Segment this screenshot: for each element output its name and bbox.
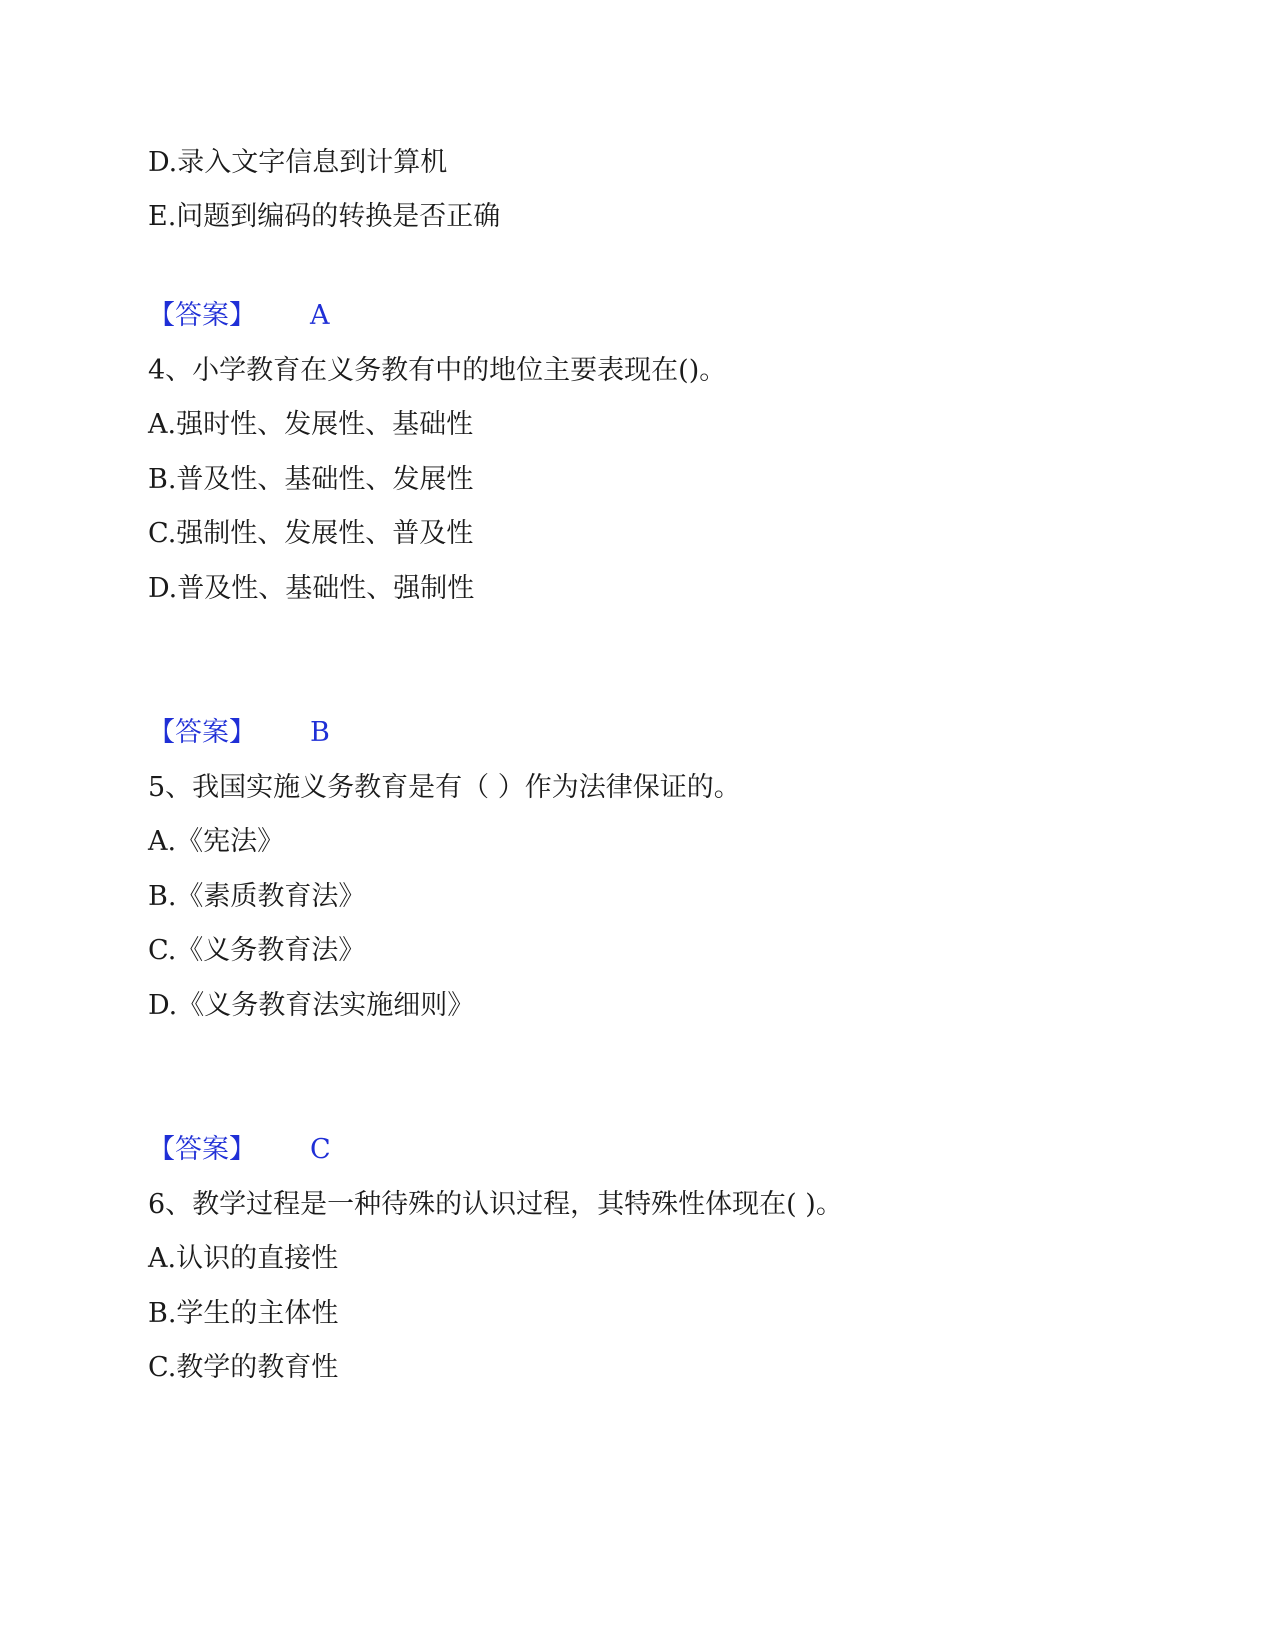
q4-question: 4、小学教育在义务教有中的地位主要表现在()。 [148, 355, 727, 386]
answer-value: A [310, 300, 330, 331]
answer-label: 【答案】 [148, 300, 256, 331]
q5-option-b: B.《素质教育法》 [148, 881, 366, 912]
q4-answer [148, 713, 330, 753]
answer-label: 【答案】 [148, 1134, 256, 1165]
q3-option-e: E.问题到编码的转换是否正确 [148, 201, 501, 232]
q4-option-c: C.强制性、发展性、普及性 [148, 518, 474, 549]
q6-option-c: C.教学的教育性 [148, 1352, 339, 1383]
q5-option-d: D.《义务教育法实施细则》 [148, 990, 475, 1021]
q4-option-a: A.强时性、发展性、基础性 [148, 409, 474, 440]
q5-option-c: C.《义务教育法》 [148, 935, 366, 966]
q6-option-b: B.学生的主体性 [148, 1298, 339, 1329]
q5-answer [148, 1130, 331, 1170]
q3-option-d: D.录入文字信息到计算机 [148, 147, 448, 178]
answer-label: 【答案】 [148, 717, 256, 748]
q4-option-b: B.普及性、基础性、发展性 [148, 464, 474, 495]
q3-answer [148, 296, 330, 336]
answer-value: C [310, 1134, 331, 1165]
q4-option-d: D.普及性、基础性、强制性 [148, 573, 475, 604]
q5-question: 5、我国实施义务教育是有（ ）作为法律保证的。 [148, 772, 741, 803]
q6-question: 6、教学过程是一种待殊的认识过程，其特殊性体现在( )。 [148, 1189, 843, 1220]
q6-option-a: A.认识的直接性 [148, 1243, 339, 1274]
answer-value: B [310, 717, 330, 748]
q5-option-a: A.《宪法》 [148, 826, 285, 857]
